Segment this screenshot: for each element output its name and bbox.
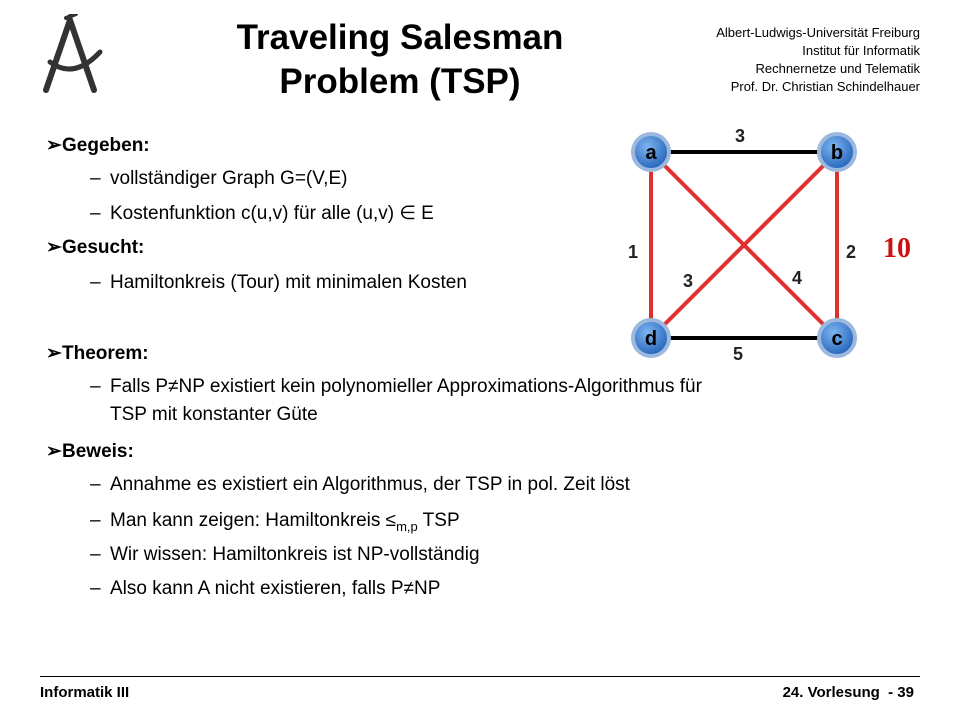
dash-bullet: – [90,544,101,565]
title-line-2: Problem (TSP) [279,62,521,101]
institution-block [716,24,920,96]
dash-bullet: – [90,203,101,224]
list-item: – Kostenfunktion c(u,v) für alle (u,v) ∈ E [90,203,434,224]
reduction-symbol: ≤ [385,510,397,531]
node-label-c: c [831,328,843,350]
title-line-1: Traveling Salesman [236,18,564,57]
list-item: – Annahme es existiert ein Algorithmus, der TSP in pol. Zeit löst [90,474,630,495]
institution-line: Albert-Ludwigs-Universität Freiburg [716,25,920,40]
list-item: – vollständiger Graph G=(V,E) [90,168,348,189]
institution-line: Prof. Dr. Christian Schindelhauer [730,79,920,94]
dash-bullet: – [90,272,101,293]
list-item: – Hamiltonkreis (Tour) mit minimalen Kosten [90,272,467,293]
dash-bullet: – [90,578,101,599]
dash-bullet: – [90,168,101,189]
page-title [180,16,620,104]
node-label-a: a [645,142,657,164]
list-item: – Falls P≠NP existiert kein polynomieller Approximations-Algorithmus für [90,376,702,397]
reduction-subscript: m,p [396,518,418,534]
weight-ad: 1 [627,242,639,262]
list-item: – Man kann zeigen: Hamiltonkreis $\le_{m,p}$ TSP [90,510,460,534]
tsp-graph [615,122,925,372]
dash-bullet: – [90,510,101,531]
list-item-continuation: TSP mit konstanter Güte [110,404,318,425]
dash-bullet: – [90,376,101,397]
footer-divider [40,676,920,677]
arrow-bullet-icon: ➢ [46,343,62,364]
graph-edges [651,152,837,338]
university-logo [40,14,108,94]
weight-bd: 4 [791,268,803,288]
sought-heading: ➢Gesucht: [46,237,145,258]
given-heading: ➢Gegeben: [46,135,150,156]
weight-ac: 3 [682,271,694,291]
dash-bullet: – [90,474,101,495]
footer-course: Informatik III [40,684,130,701]
institution-line: Institut für Informatik [802,43,920,58]
node-label-d: d [644,328,658,350]
theorem-heading: ➢Theorem: [46,343,149,364]
list-item: – Wir wissen: Hamiltonkreis ist NP-vollständig [90,544,480,565]
list-item: – Also kann A nicht existieren, falls P≠NP [90,578,441,599]
weight-ab: 3 [734,126,746,146]
footer-page: 24. Vorlesung - 39 [782,684,914,701]
arrow-bullet-icon: ➢ [46,135,62,156]
tour-cost: 10 [883,233,911,264]
proof-heading: ➢Beweis: [46,441,134,462]
node-label-b: b [830,142,844,164]
arrow-bullet-icon: ➢ [46,441,62,462]
arrow-bullet-icon: ➢ [46,237,62,258]
institution-line: Rechnernetze und Telematik [755,61,920,76]
weight-bc: 2 [845,242,857,262]
weight-dc: 5 [732,344,744,364]
